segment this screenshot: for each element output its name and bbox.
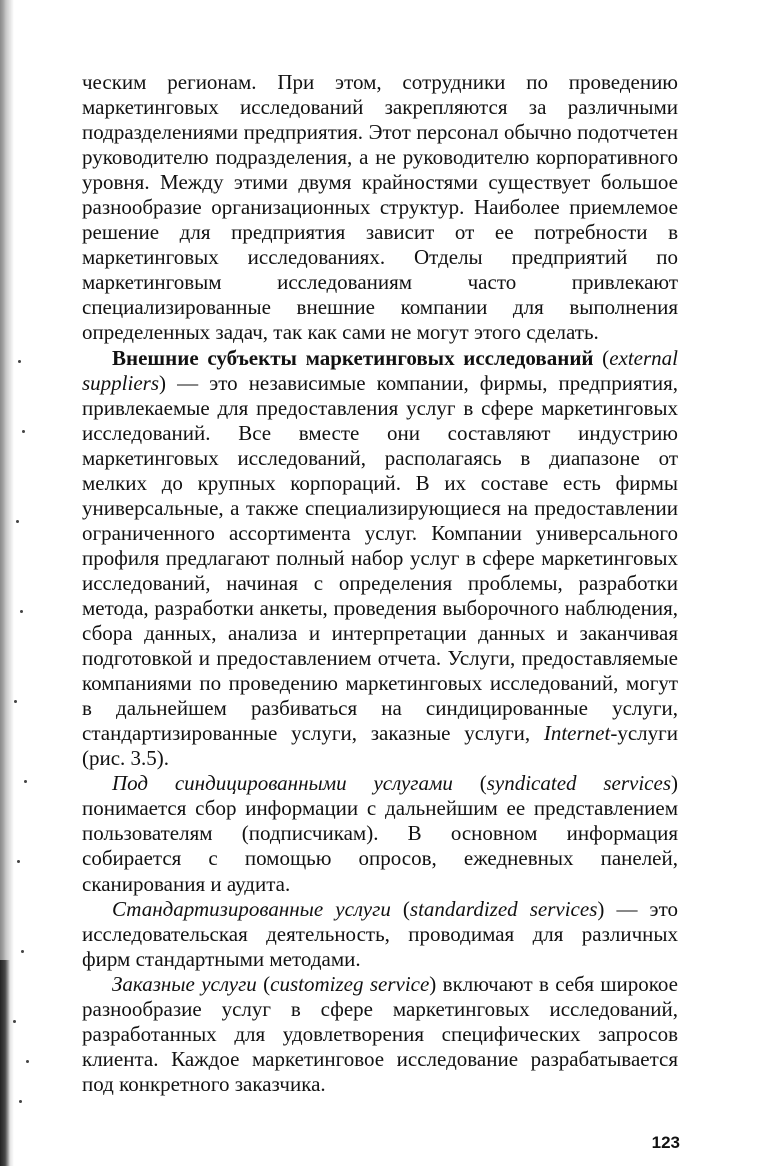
- scan-speck: [19, 1100, 22, 1103]
- paragraph: [82, 70, 678, 346]
- text-run: (: [256, 971, 271, 996]
- text-run: (: [390, 896, 410, 921]
- italic-term: external suppliers: [82, 345, 678, 395]
- italic-term: customizeg service: [270, 971, 430, 996]
- scan-speck: [26, 1060, 29, 1063]
- text-run: (: [593, 345, 610, 370]
- scan-speck: [17, 860, 20, 863]
- italic-term: standardized services: [409, 896, 598, 921]
- scan-speck: [14, 700, 17, 703]
- text-run: ) включают в себя широкое разнообразие услуг в сфере маркетинговых исследований, разработанных для удовлетворения специфических запросов клиента. Каждое маркетинговое исследование разрабатывается под конкретного заказчика.: [82, 971, 678, 1096]
- italic-term: Internet: [543, 721, 611, 746]
- text-run: ческим регионам. При этом, сотрудники по проведению маркетинговых исследований закрепляются за различными подразделениями предприятия. Этот персонал обычно подотчетен руководителю подразделения, а не руководителю корпоративного уровня. Между этими двумя крайностями существует большое разнообразие организационных структур. Наиболее приемлемое решение для предприятия зависит от ее потребности в маркетинговых исследованиях. Отделы предприятий по маркетинговым исследованиям часто привлекают специализированные внешние компании для выполнения определенных задач, так как сами не могут этого сделать.: [82, 70, 678, 345]
- page-number: 123: [651, 1133, 680, 1152]
- page-body-text: [82, 70, 678, 1097]
- text-run: ) — это независимые компании, фирмы, предприятия, привлекаемые для предоставления услуг в сфере маркетинговых исследований. Все вместе они составляют индустрию маркетинговых исследований, располагаясь в диапазоне от мелких до крупных корпораций. В их составе есть фирмы универсальные, а также специализирующиеся на предоставлении ограниченного ассортимента услуг. Компании универсального профиля предлагают полный набор услуг в сфере маркетинговых исследований, начиная с определения проблемы, разработки метода, разработки анкеты, проведения выборочного наблюдения, сбора данных, анализа и интерпретации данных и заканчивая подготовкой и предоставлением отчета. Услуги, предоставляемые компаниями по проведению маркетинговых исследований, могут в дальнейшем разбиваться на синдицированные услуги, стандартизированные услуги, заказные услуги,: [82, 370, 678, 746]
- scan-speck: [22, 430, 25, 433]
- scan-speck: [13, 1020, 16, 1023]
- paragraph: [82, 972, 678, 1097]
- text-run: ) понимается сбор информации с дальнейшим ее представлением пользователям (подписчикам). В основном информация собирается с помощью опросов, ежедневных панелей, сканирования и аудита.: [82, 771, 678, 896]
- scan-speck: [21, 950, 24, 953]
- scan-speck: [18, 360, 21, 363]
- italic-term: Стандартизированные услуги: [112, 896, 391, 921]
- scan-shadow-edge-bottom: [0, 960, 10, 1166]
- text-run: ) — это исследовательская деятельность, проводимая для различных фирм стандартными методами.: [82, 896, 678, 971]
- scan-speck: [24, 780, 27, 783]
- scan-speck: [16, 520, 19, 523]
- text-run: -услуги (рис. 3.5).: [82, 721, 678, 771]
- paragraph: [82, 771, 678, 896]
- bold-term: Внешние субъекты маркетинговых исследований: [112, 345, 594, 370]
- text-run: (: [452, 771, 487, 796]
- paragraph: [82, 346, 678, 772]
- italic-term: Заказные услуги: [112, 971, 257, 996]
- italic-term: syndicated services: [486, 771, 671, 796]
- italic-term: Под синдицированными услугами: [112, 771, 453, 796]
- scan-speck: [20, 610, 23, 613]
- paragraph: [82, 897, 678, 972]
